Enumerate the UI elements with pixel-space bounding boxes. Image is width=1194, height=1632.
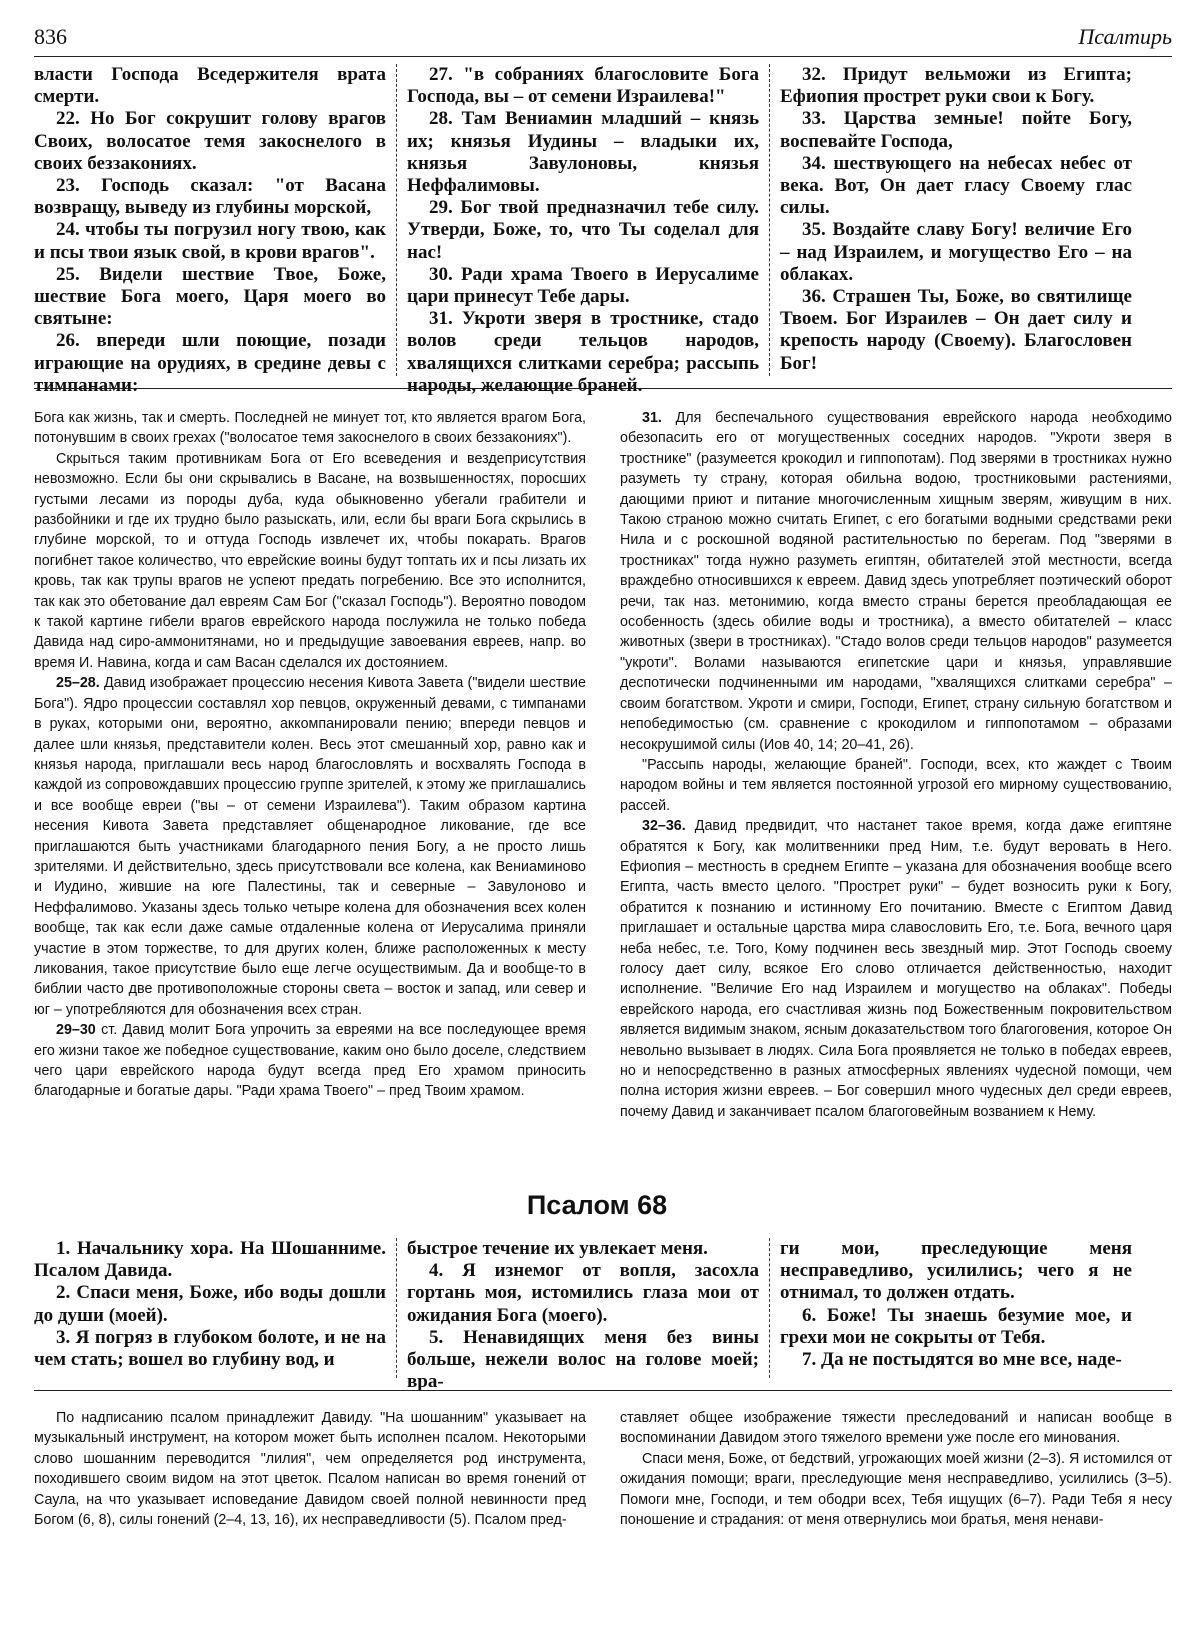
commentary-column-1: [34, 1408, 586, 1624]
verse: [780, 1305, 1132, 1349]
page-number: 836: [34, 24, 67, 49]
commentary-paragraph-text: Скрыться таким противникам Бога от Его всеведения и вездеприсутствия невозможно. Если бы они скрывались в Васане, на возвышенностях, поросших густыми лесами из породы дуба, куда обыкновенно убегали грабители и разбойники и где их трудно было разыскать, или, если бы враги Бога скрылись в глубине морской, то и оттуда Господь извлечет их, чтобы покарать. Врагов погибнет такое количество, что еврейские воины будут топтать их и псы лизать их кровь, так как трупы врагов не успеют предать погребению. Все это исполнится, так как это обетование дал евреям Сам Бог ("сказал Господь"). Вероятно поводом к такой картине гибели врагов еврейского народа послужила не только победа Давида над сиро-аммонитянами, но и предыдущие завоевания евреев, напр. во время И. Навина, когда и сам Васан сделался их достоянием.: [34, 450, 586, 671]
verse: [407, 64, 759, 108]
page-header: [34, 20, 1172, 56]
verse-text: ги мои, преследующие меня несправедливо, усилились; чего я не отнимал, то должен отдать.: [780, 1238, 1132, 1304]
verses-rule: [34, 388, 1172, 389]
verse-text: 6. Боже! Ты знаешь безумие мое, и грехи мои не сокрыты от Тебя.: [780, 1304, 1132, 1348]
header-rule: [34, 56, 1172, 57]
column-separator: [769, 1238, 770, 1378]
verse: [780, 153, 1132, 220]
verse: [34, 1238, 386, 1282]
verse-text: 29. Бог твой предназначил тебе силу. Утверди, Боже, то, что Ты соделал для нас!: [407, 197, 759, 263]
verse-column-1: [34, 1238, 386, 1378]
verse: [407, 1238, 759, 1260]
verse: [34, 1327, 386, 1371]
verse-text: 26. впереди шли поющие, позади играющие на орудиях, в средине девы с тимпанами:: [34, 330, 386, 396]
verse-column-2: [407, 1238, 759, 1393]
verse: [34, 108, 386, 175]
commentary-paragraph: [620, 1449, 1172, 1531]
verse: [407, 197, 759, 264]
verse-text: 27. "в собраниях благословите Бога Господа, вы – от семени Израилева!": [407, 64, 759, 108]
verse-column-3: [780, 64, 1132, 376]
verse: [34, 264, 386, 331]
commentary-paragraph: [620, 755, 1172, 816]
verse-text: 1. Начальнику хора. На Шошанниме. Псалом Давида.: [34, 1238, 386, 1282]
verse-text: 28. Там Вениамин младший – князь их; князья Иудины – владыки их, князья Завулоновы, князья Неффалимовы.: [407, 108, 759, 197]
verse: [780, 64, 1132, 108]
verse-range-label: 32–36.: [642, 818, 686, 835]
verse-column-2: [407, 64, 759, 396]
commentary-paragraph: [34, 1020, 586, 1102]
commentary-paragraph-text: ставляет общее изображение тяжести преследований и написан вообще в воспоминании Давидом этого тяжелого времени уже после его минования.: [620, 1410, 1172, 1447]
verse: [780, 1238, 1132, 1305]
commentary-paragraph-text: По надписанию псалом принадлежит Давиду. "На шошанним" указывает на музыкальный инструмент, на котором может быть исполнен псалом. Некоторыми слово шошанним переводится "лилия", чем определяется род инструмента, походившего своим видом на этот цветок. Псалом написан во время гонений от Саула, на что указывает исповедание Давидом своей полной невинности пред Богом (6, 8), силы гонений (2–4, 13, 16), их несправедливости (5). Псалом пред-: [34, 1410, 586, 1529]
top-commentary-block: [34, 408, 1172, 1164]
commentary-paragraph-text: Давид изображает процессию несения Кивота Завета ("видели шествие Бога"). Ядро процессии составлял хор певцов, окруженный девами, с тимпанами в руках, которыми они, вероятно, аккомпанировали пению; впереди певцов и далее шли князья, представители колен. Весь этот смешанный хор, равно как и князья народа, приглашали весь народ благословлять и восхвалять Господа в каждой из сопровождавших процессию группе зрителей, к этому же приглашались и все вообще евреи ("вы – от семени Израилева"). Таким образом картина несения Кивота Завета представляет общенародное ликование, где все приглашаются быть участниками благодарного пения Богу, а не просто лишь зрителями. И действительно, здесь присутствовали все колена, как Вениаминово и Иудино, жившие на юге Палестины, так и северные – Завулоново и Неффалимово. Указаны здесь только четыре колена для обозначения всех колен вообще, так как если даже самые отдаленные колена от Иерусалима приняли участие в этом торжестве, то для других колен, ближе расположенных к месту ликования, такое присутствие было еще легче осуществимым. Да и вообще-то в библии часто две противоположные стороны света – восток и запад, или север и юг – употребляются для обозначения всех стран.: [34, 675, 586, 1018]
commentary-column-2: [620, 408, 1172, 1164]
commentary-paragraph-text: "Рассыпь народы, желающие браней". Господи, всех, кто жаждет с Твоим народом войны и тем является постоянной угрозой его мирному существованию, рассей.: [620, 756, 1172, 814]
verse: [407, 108, 759, 197]
verse: [780, 219, 1132, 286]
bottom-verses-block: [34, 1238, 1172, 1393]
verse-text: 22. Но Бог сокрушит голову врагов Своих, волосатое темя закоснелого в своих беззакониях.: [34, 108, 386, 174]
commentary-paragraph: [620, 1408, 1172, 1449]
column-separator: [769, 64, 770, 376]
commentary-paragraph-text: Бога как жизнь, так и смерть. Последней не минует тот, кто является врагом Бога, потонувшим в своих грехах ("волосатое темя закоснелого в своих беззакониях").: [34, 410, 586, 447]
commentary-paragraph-text: Для беспечального существования еврейского народа необходимо обезопасить его от могущественных соседних народов. "Укроти зверя в тростнике" (разумеется крокодил и гиппопотам). Под зверями в тростниках нужно разуметь ту страну, которая обильна водою, тростниковыми растениями, дающими приют и питание многочисленным хищным зверям, живущим в них. Такою страною можно считать Египет, с его богатыми водными средствами реки Нила и с роскошной водяной растительностью по берегам. Под "зверями в тростниках" тогда нужно разуметь египтян, обитателей этой местности, всегда враждебно относившихся к евреем. Давид здесь употребляет поэтический оборот речи, так наз. метонимию, когда вместо страны берется преобладающая ее особенность (здесь обилие воды и тростника), а вместо обитателей – класс животных (звери в тростниках). "Стадо волов среди тельцов народов" разумеется "укроти". Волами называются египетские цари и князья, управлявшие деспотически подчиненными им народами, "хвалящихся слитками серебра" – своим богатством. Укроти и смири, Господи, Египет, страну сильную богатством и непобедимостью (см. сравнение с крокодилом и гиппопотамом – образами несокрушимой силы (Иов 40, 14; 20–41, 26).: [620, 410, 1172, 753]
running-title: Псалтирь: [1078, 24, 1172, 49]
verse-text: 2. Спаси меня, Боже, ибо воды дошли до души (моей).: [34, 1282, 386, 1326]
verse-text: 36. Страшен Ты, Боже, во святилище Твоем. Бог Израилев – Он дает силу и крепость народу (Своему). Благословен Бог!: [780, 286, 1132, 374]
verse: [780, 286, 1132, 375]
verse-range-label: 29–30: [56, 1022, 96, 1039]
verse-text: 34. шествующего на небесах небес от века. Вот, Он дает гласу Своему глас силы.: [780, 152, 1132, 219]
commentary-paragraph-text: ст. Давид молит Бога упрочить за евреями на все последующее время его жизни такое же победное существование, каким оно было доселе, следствием чего цари еврейского народа будут всегда пред Его храмом приносить благодарные и богатые дары. "Ради храма Твоего" – пред Твоим храмом.: [34, 1022, 586, 1100]
column-separator: [396, 64, 397, 376]
commentary-column-2: [620, 1408, 1172, 1624]
commentary-paragraph: [34, 408, 586, 449]
verse-text: 31. Укроти зверя в тростнике, стадо волов среди тельцов народов, хвалящихся слитками серебра; рассыпь народы, желающие браней.: [407, 308, 759, 396]
verse-text: 32. Придут вельможи из Египта; Ефиопия прострет руки свои к Богу.: [780, 64, 1132, 108]
verse-text: 4. Я изнемог от вопля, засохла гортань моя, истомились глаза мои от ожидания Бога (моего).: [407, 1260, 759, 1326]
verse-text: 3. Я погряз в глубоком болоте, и не на чем стать; вошел во глубину вод, и: [34, 1326, 386, 1371]
commentary-paragraph-text: Спаси меня, Боже, от бедствий, угрожающих моей жизни (2–3). Я истомился от ожидания помощи; враги, преследующие меня несправедливо, усилились (3–5). Помоги мне, Господи, и тем ободри всех, Тебя ищущих (6–7). Ради Тебя я несу поношение и страдания: от меня отвернулись мои братья, меня ненави-: [620, 1450, 1172, 1529]
bottom-commentary-block: [34, 1408, 1172, 1624]
verse-text: 5. Ненавидящих меня без вины больше, нежели волос на голове моей; вра-: [407, 1326, 759, 1393]
commentary-paragraph-text: Давид предвидит, что настанет такое время, когда даже египтяне обратятся к Богу, как молитвенники пред Ним, т.е. будут веровать в Него. Ефиопия – местность в среднем Египте – указана для обозначения вообще всего Египта, часть вместо целого. "Прострет руки" – будет возносить руки к Богу, обратится к познанию и истинному Его почитанию. Вместе с Египтом Давид приглашает и остальные царства мира славословить Его, т.е. Бога, вечного царя неба небес, т.е. Того, Кому подчинен весь звездный мир. Этот Господь своему голосу дает силу, всякое Его слово отличается действенностью, находит исполнение. "Величие Его над Израилем и могущество на облаках". Победы еврейского народа, его счастливая жизнь под Божественным покровительством является видимым знаком, ясным доказательством того благоговения, которое Он невольно вызывает в людях. Сила Бога проявляется не только в победах евреев, но и непосредственно в разных атмосферных явлениях чудесной помощи, чем полна история жизни евреев. – Бог совершил много чудесных дел среди евреев, почему Давид и заканчивает псалом благоговейным возванием к Нему.: [620, 818, 1172, 1120]
verse-column-3: [780, 1238, 1132, 1378]
verse-text: 35. Воздайте славу Богу! величие Его – над Израилем, и могущество Его – на облаках.: [780, 219, 1132, 285]
verse: [34, 219, 386, 263]
verse-text: 30. Ради храма Твоего в Иерусалиме цари принесут Тебе дары.: [407, 263, 759, 308]
verse-text: быстрое течение их увлекает меня.: [407, 1238, 708, 1259]
commentary-paragraph: [620, 408, 1172, 755]
verse: [407, 1260, 759, 1327]
verse-text: власти Господа Вседержителя врата смерти.: [34, 64, 386, 108]
verse-text: 23. Господь сказал: "от Васана возвращу, выведу из глубины морской,: [34, 175, 386, 219]
verses-rule: [34, 1390, 1172, 1391]
commentary-paragraph: [34, 449, 586, 673]
verse-column-1: [34, 64, 386, 396]
verse-text: 33. Царства земные! пойте Богу, воспевайте Господа,: [780, 108, 1132, 152]
commentary-paragraph: [620, 816, 1172, 1122]
verse: [34, 64, 386, 108]
verse: [780, 108, 1132, 152]
verse: [407, 1327, 759, 1394]
verse-text: 24. чтобы ты погрузил ногу твою, как и псы твои язык свой, в крови врагов".: [34, 219, 386, 263]
verse-range-label: 31.: [642, 410, 662, 426]
verse: [407, 308, 759, 397]
verse-range-label: 25–28.: [56, 675, 100, 692]
commentary-paragraph: [34, 673, 586, 1020]
top-verses-block: [34, 64, 1172, 396]
commentary-column-1: [34, 408, 586, 1164]
verse: [34, 175, 386, 219]
verse: [407, 264, 759, 308]
column-separator: [396, 1238, 397, 1378]
verse: [780, 1349, 1132, 1371]
psalm-title: Псалом 68: [526, 1190, 668, 1220]
verse-text: 7. Да не постыдятся во мне все, наде-: [802, 1349, 1122, 1371]
verse-text: 25. Видели шествие Твое, Боже, шествие Бога моего, Царя моего во святыне:: [34, 263, 386, 330]
commentary-paragraph: [34, 1408, 586, 1530]
verse: [34, 1282, 386, 1326]
